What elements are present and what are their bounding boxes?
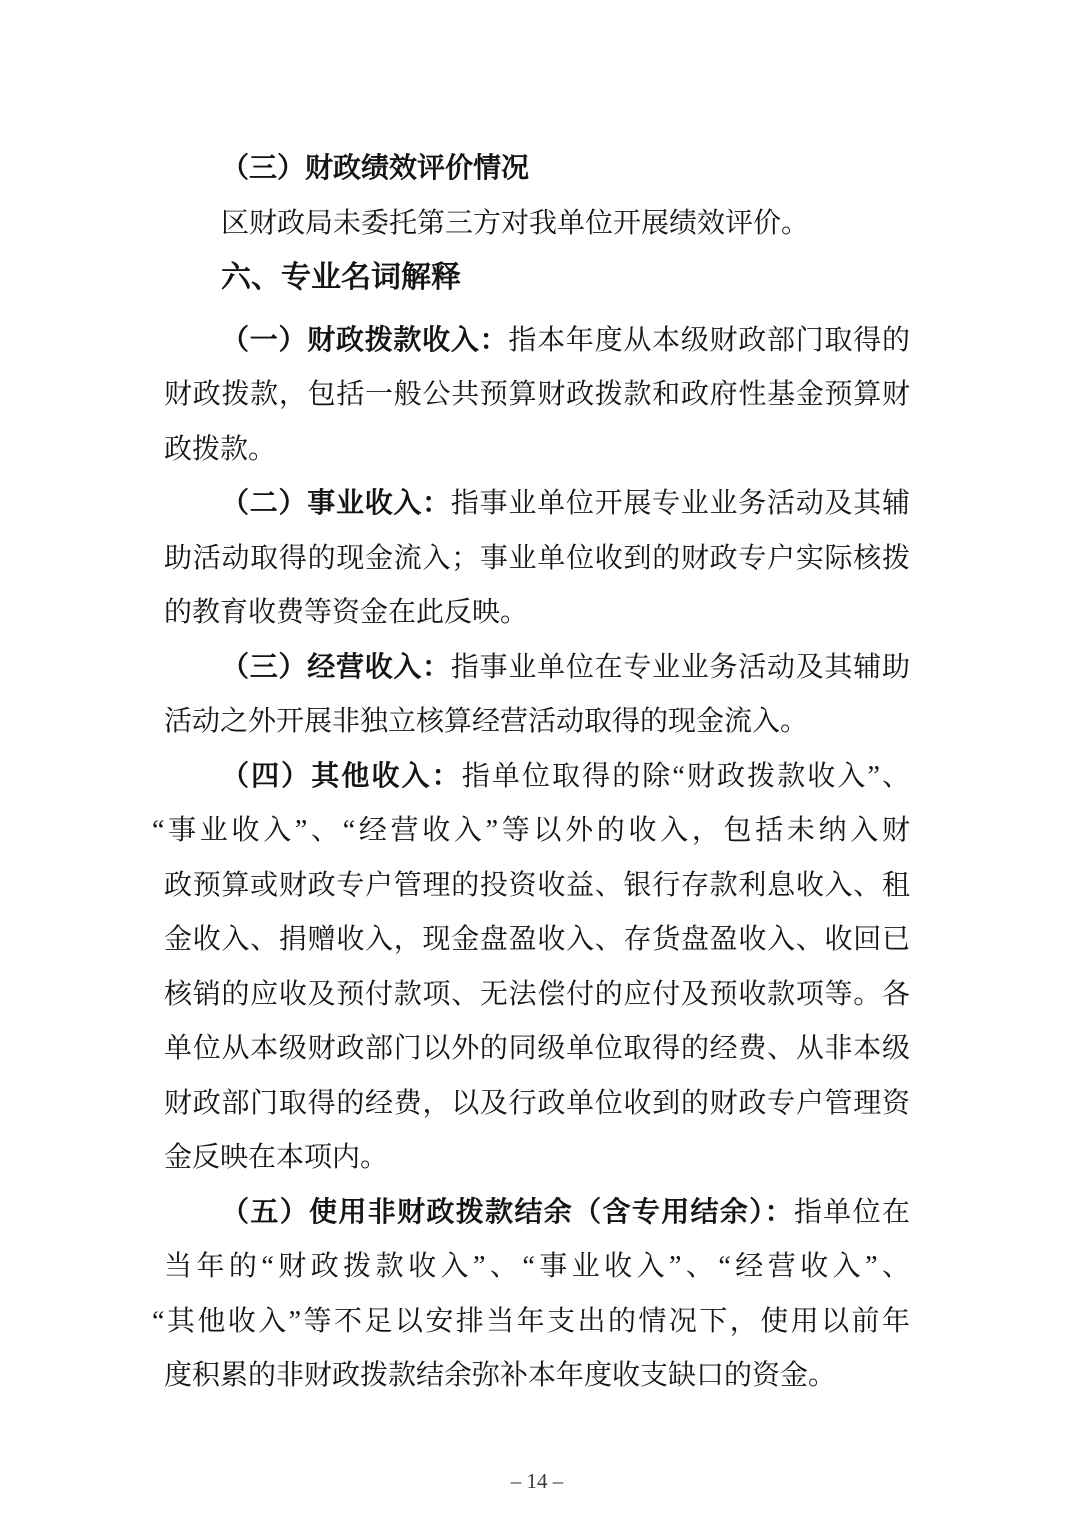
text-line [164, 1131, 910, 1186]
text-line [164, 1349, 910, 1404]
text-line [164, 641, 910, 696]
line-text: 指事业单位在专业业务活动及其辅助 [450, 651, 910, 683]
text-line [164, 368, 910, 423]
line-text: 核销的应收及预付款项、无法偿付的应付及预收款项等。各 [164, 978, 910, 1010]
text-line [164, 314, 910, 369]
line-text: 的教育收费等资金在此反映。 [164, 597, 529, 628]
term-label: （五）使用非财政拨款结余（含专用结余）： [221, 1196, 794, 1228]
text-line [164, 197, 910, 252]
term-label: （三）经营收入： [221, 651, 451, 683]
text-line [152, 1295, 910, 1350]
line-text: 指本年度从本级财政部门取得的 [508, 324, 910, 356]
heading-text: 六、专业名词解释 [221, 261, 461, 294]
text-line [164, 1077, 910, 1132]
section-heading-terminology [164, 251, 910, 306]
text-line [164, 477, 910, 532]
line-text: 助活动取得的现金流入；事业单位收到的财政专户实际核拨 [164, 542, 910, 574]
text-line [164, 586, 910, 641]
line-text: 活动之外开展非独立核算经营活动取得的现金流入。 [164, 706, 809, 737]
text-line [164, 532, 910, 587]
text-line [164, 913, 910, 968]
text-line [164, 423, 910, 478]
text-line [164, 750, 910, 805]
line-text: 指单位取得的除“财政拨款收入”、 [461, 760, 910, 792]
document-body [152, 142, 910, 1404]
line-text: 金收入、捐赠收入，现金盘盈收入、存货盘盈收入、收回已 [164, 924, 910, 955]
text-line [152, 804, 910, 859]
text-line [164, 968, 910, 1023]
line-text: 单位从本级财政部门以外的同级单位取得的经费、从非本级 [164, 1033, 910, 1064]
line-text: 当年的“财政拨款收入”、“事业收入”、“经营收入”、 [164, 1251, 910, 1282]
line-text: 区财政局未委托第三方对我单位开展绩效评价。 [221, 207, 810, 239]
text-line [164, 859, 910, 914]
line-text: 政预算或财政专户管理的投资收益、银行存款利息收入、租 [164, 869, 910, 901]
text-line [164, 1240, 910, 1295]
text-line [164, 1022, 910, 1077]
section-heading-performance-evaluation [164, 142, 910, 197]
line-text: 政拨款。 [164, 433, 277, 465]
line-text: 金反映在本项内。 [164, 1142, 389, 1173]
line-text: “事业收入”、“经营收入”等以外的收入，包括未纳入财 [152, 815, 910, 846]
line-text: 指单位在 [793, 1196, 910, 1228]
line-text: 指事业单位开展专业业务活动及其辅 [450, 488, 910, 519]
term-label: （四）其他收入： [221, 760, 462, 792]
line-text: 度积累的非财政拨款结余弥补本年度收支缺口的资金。 [164, 1360, 837, 1391]
text-line [164, 1186, 910, 1241]
heading-text: （三）财政绩效评价情况 [221, 153, 530, 184]
term-label: （二）事业收入： [221, 488, 451, 519]
text-line [164, 695, 910, 750]
page-number: – 14 – [510, 1469, 564, 1493]
line-text: “其他收入”等不足以安排当年支出的情况下，使用以前年 [152, 1305, 910, 1337]
line-text: 财政拨款，包括一般公共预算财政拨款和政府性基金预算财 [164, 379, 910, 410]
line-text: 财政部门取得的经费，以及行政单位收到的财政专户管理资 [164, 1087, 910, 1119]
term-label: （一）财政拨款收入： [221, 324, 509, 356]
